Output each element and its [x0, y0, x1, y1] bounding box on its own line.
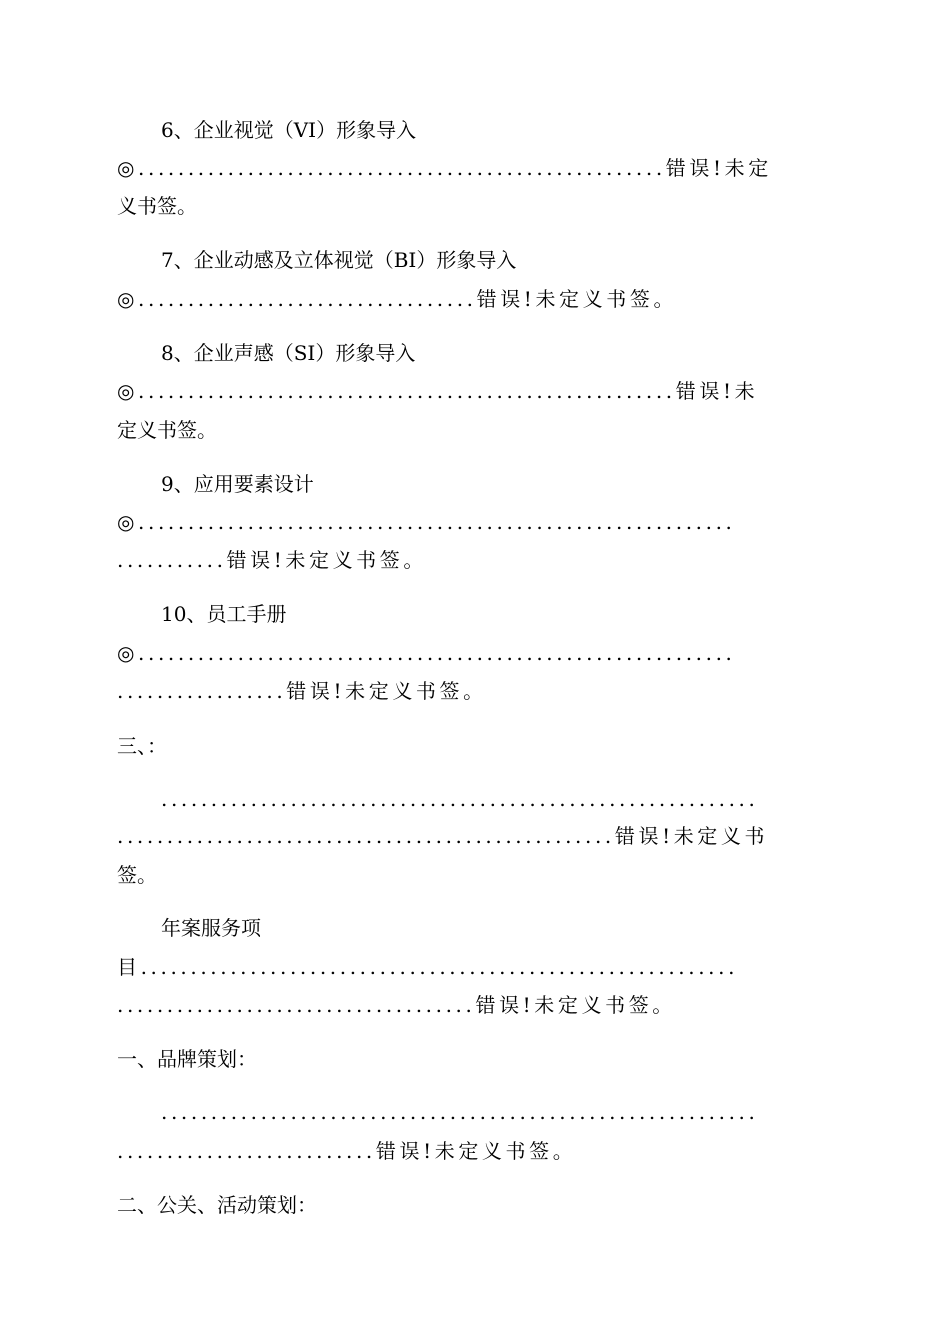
toc-item-8-heading: 8、企业声感（SI）形象导入	[161, 341, 416, 365]
toc-item-9-heading: 9、应用要素设计	[161, 472, 314, 496]
toc-item-8-leader: ◎......................................................错误!未	[117, 379, 759, 403]
toc-annual-service-leader: 目............................................................	[117, 955, 739, 979]
toc-section-3-leader-end: 签。	[117, 863, 157, 887]
toc-annual-service-leader-cont: ....................................错误!未定义书签。	[117, 993, 676, 1017]
toc-section-3-heading: 三、：	[117, 734, 167, 758]
toc-section-1-leader-cont: ..........................错误!未定义书签。	[117, 1139, 577, 1163]
toc-item-7-heading: 7、企业动感及立体视觉（BI）形象导入	[161, 248, 517, 272]
toc-section-3-leader-cont: ..................................................错误!未定义书	[117, 824, 769, 848]
toc-section-1-leader: ............................................................	[161, 1100, 759, 1124]
toc-item-10-leader: ◎............................................................	[117, 641, 736, 665]
toc-section-2-heading: 二、公关、活动策划：	[117, 1193, 317, 1217]
toc-item-6-leader: ◎.....................................................错误!未定	[117, 156, 772, 180]
toc-item-10-leader-cont: .................错误!未定义书签。	[117, 679, 487, 703]
toc-item-10-heading: 10、员工手册	[161, 602, 287, 626]
toc-item-9-leader: ◎............................................................	[117, 510, 736, 534]
toc-annual-service-heading: 年案服务项	[161, 916, 261, 940]
toc-item-8-leader-cont: 定义书签。	[117, 418, 217, 442]
toc-section-3-leader: ............................................................	[161, 787, 759, 811]
toc-item-6-heading: 6、企业视觉（VI）形象导入	[161, 118, 417, 142]
toc-item-9-leader-cont: ...........错误!未定义书签。	[117, 548, 427, 572]
toc-item-7-leader: ◎..................................错误!未定义书签。	[117, 287, 678, 311]
toc-item-6-leader-cont: 义书签。	[117, 194, 197, 218]
toc-section-1-heading: 一、品牌策划：	[117, 1047, 257, 1071]
